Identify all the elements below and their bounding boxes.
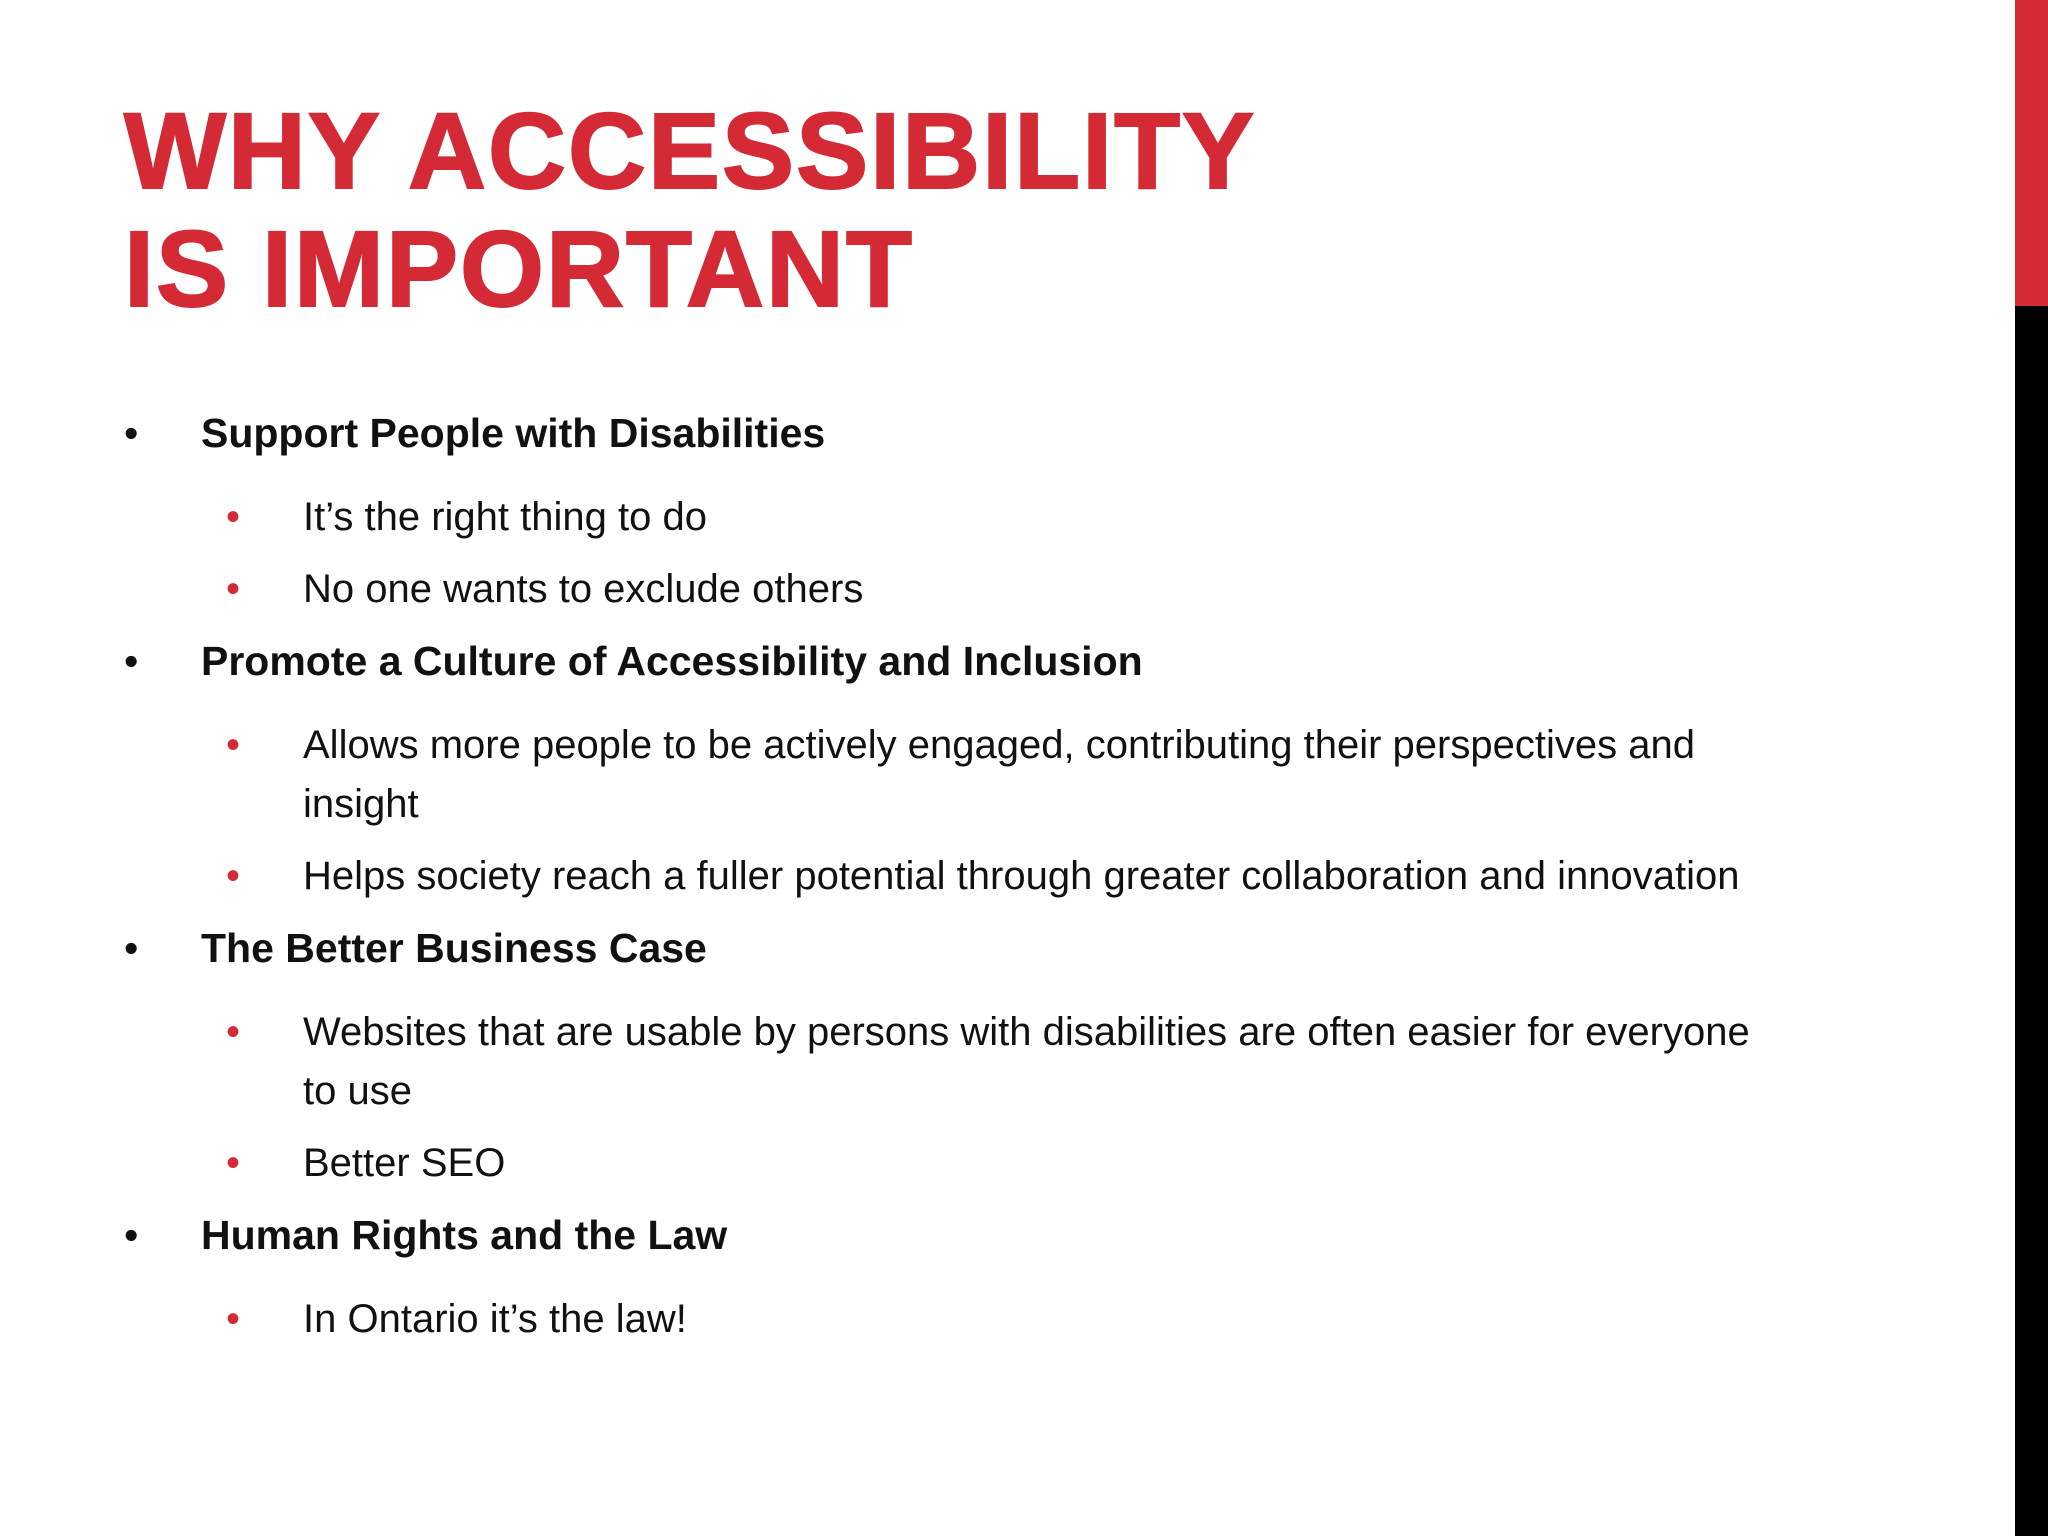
bullet-icon: • xyxy=(226,723,241,767)
bullet-icon: • xyxy=(226,495,241,539)
slide-side-bar xyxy=(2015,0,2048,1536)
slide-title-line-2: IS IMPORTANT xyxy=(124,208,914,329)
section-heading xyxy=(124,919,1864,978)
sub-bullet-list xyxy=(124,1290,1864,1349)
section-support-people xyxy=(124,404,1864,619)
section-heading xyxy=(124,404,1864,463)
list-item xyxy=(226,716,1864,834)
section-promote-culture xyxy=(124,632,1864,906)
list-item-text: In Ontario it’s the law! xyxy=(303,1297,687,1341)
list-item-text: Allows more people to be actively engaged, contributing their perspectives and insight xyxy=(303,723,1695,826)
bullet-icon: • xyxy=(226,854,241,898)
slide-title xyxy=(124,92,1824,328)
section-heading-text: Human Rights and the Law xyxy=(201,1212,728,1258)
section-heading-text: Promote a Culture of Accessibility and Inclusion xyxy=(201,638,1143,684)
bullet-icon: • xyxy=(124,638,139,684)
list-item xyxy=(226,1134,1864,1193)
bullet-icon: • xyxy=(226,1297,241,1341)
list-item xyxy=(226,1290,1864,1349)
slide-title-line-1: WHY ACCESSIBILITY xyxy=(124,90,1257,211)
bullet-icon: • xyxy=(124,410,139,456)
list-item-text: Websites that are usable by persons with disabilities are often easier for everyone to use xyxy=(303,1010,1750,1113)
sub-bullet-list xyxy=(124,488,1864,619)
list-item-text: Better SEO xyxy=(303,1141,506,1185)
section-human-rights xyxy=(124,1206,1864,1349)
list-item-text: Helps society reach a fuller potential through greater collaboration and innovation xyxy=(303,854,1740,898)
list-item-text: No one wants to exclude others xyxy=(303,567,864,611)
sub-bullet-list xyxy=(124,1003,1864,1193)
slide-side-bar-accent xyxy=(2015,0,2048,306)
section-heading xyxy=(124,1206,1864,1265)
section-heading xyxy=(124,632,1864,691)
bullet-icon: • xyxy=(226,1010,241,1054)
list-item xyxy=(226,1003,1864,1121)
list-item xyxy=(226,847,1864,906)
list-item xyxy=(226,560,1864,619)
bullet-icon: • xyxy=(124,1212,139,1258)
slide-body xyxy=(124,404,1864,1362)
bullet-icon: • xyxy=(226,1141,241,1185)
bullet-icon: • xyxy=(226,567,241,611)
section-business-case xyxy=(124,919,1864,1193)
list-item-text: It’s the right thing to do xyxy=(303,495,707,539)
section-heading-text: The Better Business Case xyxy=(201,925,707,971)
bullet-icon: • xyxy=(124,925,139,971)
section-heading-text: Support People with Disabilities xyxy=(201,410,826,456)
sub-bullet-list xyxy=(124,716,1864,906)
list-item xyxy=(226,488,1864,547)
